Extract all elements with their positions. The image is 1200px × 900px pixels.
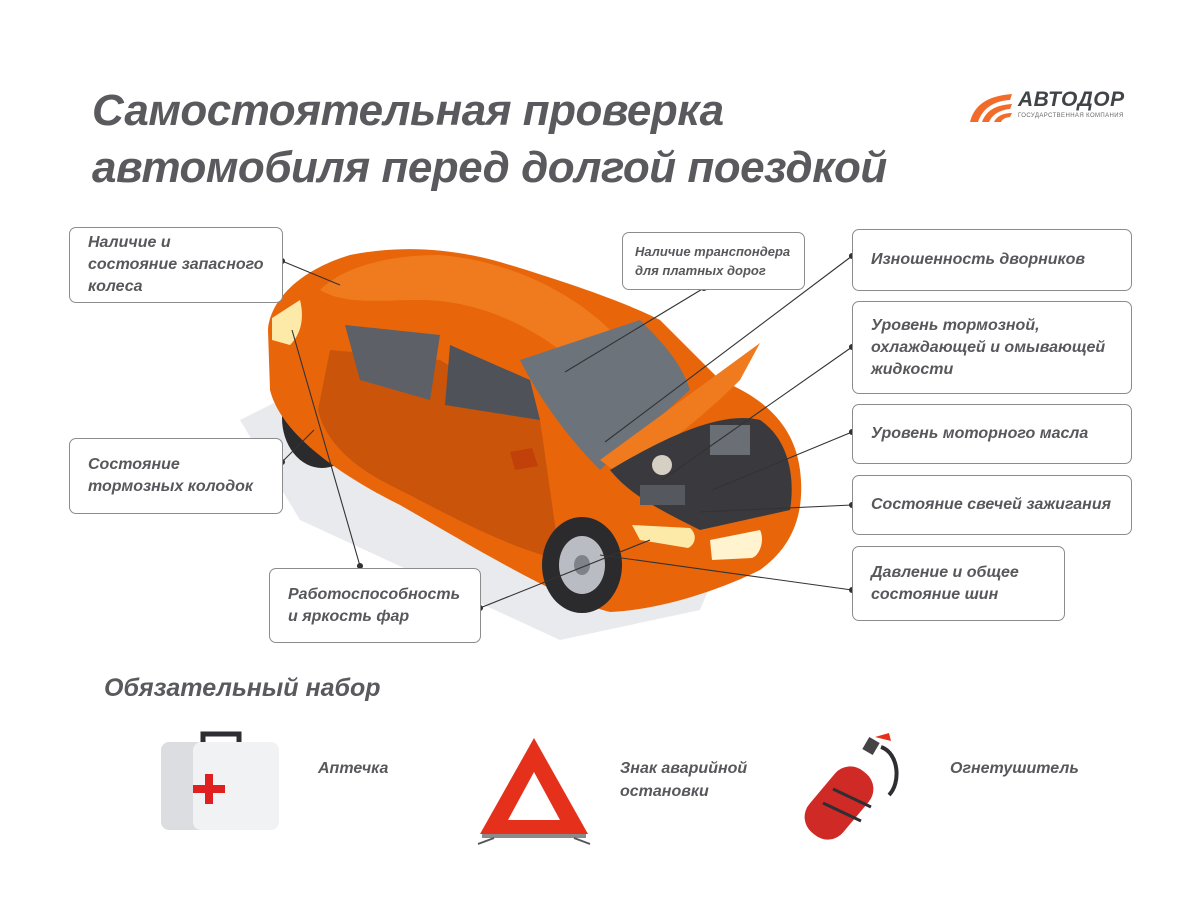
callout-wipers: Изношенность дворников [852, 229, 1132, 291]
logo-subtitle: ГОСУДАРСТВЕННАЯ КОМПАНИЯ [1018, 113, 1124, 119]
first-aid-kit-icon [155, 730, 285, 840]
callout-spark-plugs: Состояние свечей зажигания [852, 475, 1132, 535]
callout-transponder: Наличие транспондера для платных дорог [622, 232, 805, 290]
fire-extinguisher-icon [803, 733, 913, 843]
callout-headlights: Работоспособность и яркость фар [269, 568, 481, 643]
title-line-1: Самостоятельная проверка [92, 86, 724, 135]
callout-engine-oil: Уровень моторного масла [852, 404, 1132, 464]
kit-label-first-aid: Аптечка [318, 760, 389, 777]
fluid-reservoir [652, 455, 672, 475]
kit-label-warning-sign: Знак аварийной остановки [620, 760, 748, 800]
front-wheel-icon [542, 517, 622, 613]
callout-fluids: Уровень тормозной, охлаждающей и омывающей жидкости [852, 301, 1132, 394]
logo-name: АВТОДОР [1018, 88, 1125, 111]
callout-tires: Давление и общее состояние шин [852, 546, 1065, 621]
warning-triangle-icon [474, 734, 594, 846]
callout-brake-pads: Состояние тормозных колодок [69, 438, 283, 514]
kit-label-extinguisher: Огнетушитель [950, 760, 1079, 777]
callout-spare-wheel: Наличие и состояние запасного колеса [69, 227, 283, 303]
kit-title: Обязательный набор [104, 674, 381, 702]
title-line-2: автомобиля перед долгой поездкой [92, 143, 887, 192]
engine-block [710, 425, 750, 455]
